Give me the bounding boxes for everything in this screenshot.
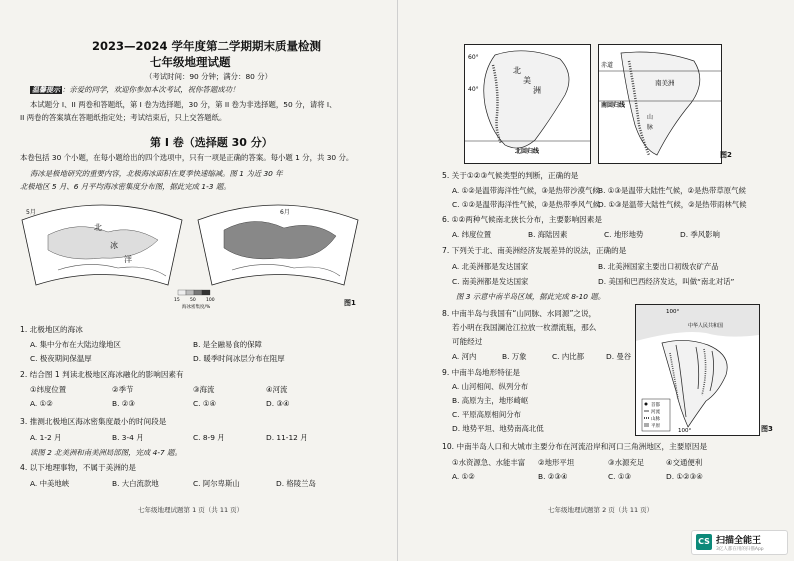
exam-subtitle: 七年级地理试题 xyxy=(150,55,231,69)
fig3-legend-capital: 首都 xyxy=(651,403,660,408)
figure-2-north-america xyxy=(464,44,591,164)
q10-option-b[interactable]: B. ②③④ xyxy=(538,472,568,481)
q8-option-b[interactable]: B. 万象 xyxy=(502,352,527,361)
fig3-deg-bottom: 100° xyxy=(678,428,692,434)
fig2-label-zhou: 洲 xyxy=(533,86,541,95)
fig2-label-mei: 美 xyxy=(523,76,531,85)
question-3-stem: 3. 推测北极地区海冰密集度最小的时间段是 xyxy=(20,417,167,426)
figure-3-indochina xyxy=(635,304,760,436)
q9-option-c[interactable]: C. 平原高原相间分布 xyxy=(452,410,521,419)
q7-option-d[interactable]: D. 美国和巴西经济发达，叫做“南北对话” xyxy=(598,277,735,286)
fig1-caption: 图1 xyxy=(344,299,356,307)
q2-option-d[interactable]: D. ③④ xyxy=(266,399,290,408)
q2-option-a[interactable]: A. ①② xyxy=(30,399,53,408)
camscanner-subtext: 3亿人都在用的扫描App xyxy=(716,547,764,552)
question-2-stem: 2. 结合图 1 判读北极地区海冰融化的影响因素有 xyxy=(20,370,184,379)
q5-option-a[interactable]: A. ①②是温带海洋性气候，③是热带沙漠气候 xyxy=(452,186,600,195)
camscanner-app-name: 扫描全能王 xyxy=(716,536,762,546)
q1-option-d[interactable]: D. 暖季时间冰层分布在阻厚 xyxy=(193,354,285,363)
q9-option-a[interactable]: A. 山河相间、纵列分布 xyxy=(452,382,529,391)
q5-option-b[interactable]: B. ①③是温带大陆性气候，②是热带草原气候 xyxy=(598,186,746,195)
fig3-legend-river: 河流 xyxy=(651,410,660,415)
q4-option-a[interactable]: A. 中美地峡 xyxy=(30,479,70,488)
q1-option-b[interactable]: B. 是全融易食的保障 xyxy=(193,340,262,349)
q2-factor-4: ④河流 xyxy=(266,385,288,394)
q4-option-c[interactable]: C. 阿尔卑斯山 xyxy=(193,479,240,488)
q3-option-c[interactable]: C. 8-9 月 xyxy=(193,433,225,442)
q8-option-a[interactable]: A. 河内 xyxy=(452,352,477,361)
fig1-legend-caption: 海冰密集度/% xyxy=(182,305,211,310)
camscanner-watermark xyxy=(691,530,788,555)
fig2-label-shan: 山 xyxy=(647,114,654,121)
exam-info: （考试时间：90 分钟；满分：80 分） xyxy=(145,72,272,81)
fig3-country: 中华人民共和国 xyxy=(688,323,724,329)
figure-1-maps xyxy=(18,200,362,312)
figure-1 xyxy=(18,200,362,312)
q9-option-b[interactable]: B. 高原为主，地形崎岖 xyxy=(452,396,529,405)
page-2-footer: 七年级地理试题第 2 页（共 11 页） xyxy=(548,506,654,514)
q7-option-c[interactable]: C. 南美洲都是发达国家 xyxy=(452,277,529,286)
question-5-stem: 5. 关于①②③气候类型的判断，正确的是 xyxy=(442,171,579,180)
q7-option-a[interactable]: A. 北美洲都是发达国家 xyxy=(452,262,529,271)
q1-option-a[interactable]: A. 集中分布在大陆边缘地区 xyxy=(30,340,121,349)
q6-option-d[interactable]: D. 季风影响 xyxy=(680,230,720,239)
q9-option-d[interactable]: D. 地势平坦、地势南高北低 xyxy=(452,424,544,433)
fig2-tropic-north: 北回归线 xyxy=(515,148,540,155)
fig3-legend-mountain: 山脉 xyxy=(651,417,660,422)
q4-option-b[interactable]: B. 大白流款地 xyxy=(112,479,159,488)
fig1-month-june: 6月 xyxy=(280,209,290,216)
reading-3: 图 3 示意中南半岛区域，据此完成 8-10 题。 xyxy=(456,292,606,301)
fig2-tropic-south: 南回归线 xyxy=(601,102,626,109)
q2-factor-3: ③海流 xyxy=(193,385,215,394)
section-intro: 本卷包括 30 个小题，在每小题给出的四个选项中，只有一项是正确的答案。每小题 1 分，共 30 分。 xyxy=(20,153,354,162)
fig2-lat-40: 40° xyxy=(468,86,479,93)
q6-option-b[interactable]: B. 海陆因素 xyxy=(528,230,568,239)
question-8-stem-2: 若小明在我国澜沧江拉放一枚漂流瓶，那么 xyxy=(452,323,597,332)
figure-2-south-america xyxy=(598,44,722,164)
q10-factor-1: ①水资源急、水能丰富 xyxy=(452,458,526,467)
note-text: ：亲爱的同学，欢迎你参加本次考试，祝你答题成功！ xyxy=(62,85,240,94)
q8-option-c[interactable]: C. 内比都 xyxy=(552,352,585,361)
question-4-stem: 4. 以下地理事物，不属于美洲的是 xyxy=(20,463,136,472)
q7-option-b[interactable]: B. 北美洲国家主要出口初级农矿产品 xyxy=(598,262,719,271)
question-1-stem: 1. 北极地区的海冰 xyxy=(20,325,83,334)
fig2-caption: 图2 xyxy=(720,151,732,159)
question-8-stem-1: 8. 中南半岛与我国有“山同脉、水同源”之说， xyxy=(442,309,597,318)
q8-option-d[interactable]: D. 曼谷 xyxy=(606,352,632,361)
q10-option-d[interactable]: D. ①②③④ xyxy=(666,472,703,481)
fig1-month-may: 5月 xyxy=(26,209,36,216)
q10-option-c[interactable]: C. ①③ xyxy=(608,472,632,481)
fig2-label-mai: 脉 xyxy=(647,124,654,131)
question-7-stem: 7. 下列关于北、南美洲经济发展差异的说法，正确的是 xyxy=(442,246,627,255)
q5-option-d[interactable]: D. ①③是温带大陆性气候，②是热带雨林气候 xyxy=(598,200,747,209)
q3-option-b[interactable]: B. 3-4 月 xyxy=(112,433,144,442)
q10-factor-3: ③水源充足 xyxy=(608,458,645,467)
fig1-legend-tick-2: 50 xyxy=(190,298,196,303)
camscanner-logo-icon: CS xyxy=(696,534,712,550)
note-label: 温馨提示 xyxy=(32,86,60,94)
q2-factor-1: ①纬度位置 xyxy=(30,385,67,394)
fig1-label-yang: 洋 xyxy=(124,255,132,264)
fig3-legend-plain: 平原 xyxy=(651,424,660,429)
q5-option-c[interactable]: C. ①②是温带海洋性气候，③是热带季风气候 xyxy=(452,200,600,209)
page-right xyxy=(397,0,794,561)
fig3-caption: 图3 xyxy=(761,425,773,433)
q2-option-c[interactable]: C. ①④ xyxy=(193,399,217,408)
q6-option-a[interactable]: A. 纬度位置 xyxy=(452,230,492,239)
fig1-label-bei: 北 xyxy=(94,223,102,232)
q2-factor-2: ②季节 xyxy=(112,385,134,394)
fig2-south-america: 南美洲 xyxy=(655,79,675,87)
q2-option-b[interactable]: B. ②③ xyxy=(112,399,136,408)
reading-1b: 北极地区 5 月、6 月平均海冰密集度分布图，据此完成 1-3 题。 xyxy=(20,182,231,191)
fig1-label-bing: 冰 xyxy=(110,241,118,250)
question-6-stem: 6. ①②两种气候南北狭长分布，主要影响因素是 xyxy=(442,215,602,224)
q3-option-d[interactable]: D. 11-12 月 xyxy=(266,433,308,442)
q10-option-a[interactable]: A. ①② xyxy=(452,472,475,481)
q6-option-c[interactable]: C. 地形地势 xyxy=(604,230,644,239)
reading-1a: 海冰是极地研究的重要内容，北极海冰面积在夏季快速缩减。图 1 为近 30 年 xyxy=(30,169,283,178)
fig2-equator: 赤道 xyxy=(601,62,614,69)
page-1-footer: 七年级地理试题第 1 页（共 11 页） xyxy=(138,506,244,514)
reading-2: 读图 2 北美洲和南美洲局部图，完成 4-7 题。 xyxy=(30,448,182,457)
instructions-line1: 本试题分 I、II 两卷和答题纸，第 I 卷为选择题，30 分，第 II 卷为非选择题，50 分，请将 I、 xyxy=(30,100,337,109)
fig1-legend-tick-1: 15 xyxy=(174,298,180,303)
fig2-lat-60: 60° xyxy=(468,54,479,61)
note xyxy=(30,84,239,96)
q10-factor-4: ④交通便利 xyxy=(666,458,703,467)
q10-factor-2: ②地形平坦 xyxy=(538,458,575,467)
section-title: 第 I 卷（选择题 30 分） xyxy=(150,136,273,149)
fig3-deg-top: 100° xyxy=(666,309,680,315)
question-10-stem: 10. 中南半岛人口和大城市主要分布在河流沿岸和河口三角洲地区，主要原因是 xyxy=(442,442,708,451)
question-9-stem: 9. 中南半岛地形特征是 xyxy=(442,368,521,377)
fig2-label-bei: 北 xyxy=(513,66,521,75)
exam-title: 2023—2024 学年度第二学期期末质量检测 xyxy=(92,39,322,53)
q1-option-c[interactable]: C. 极夜期间保温厚 xyxy=(30,354,92,363)
instructions-line2: II 两卷的答案填在答题纸指定处；考试结束后，只上交答题纸。 xyxy=(20,113,227,122)
question-8-stem-3: 可能经过 xyxy=(452,337,483,346)
fig1-legend-tick-3: 100 xyxy=(206,298,215,303)
q4-option-d[interactable]: D. 格陵兰岛 xyxy=(276,479,316,488)
q3-option-a[interactable]: A. 1-2 月 xyxy=(30,433,62,442)
